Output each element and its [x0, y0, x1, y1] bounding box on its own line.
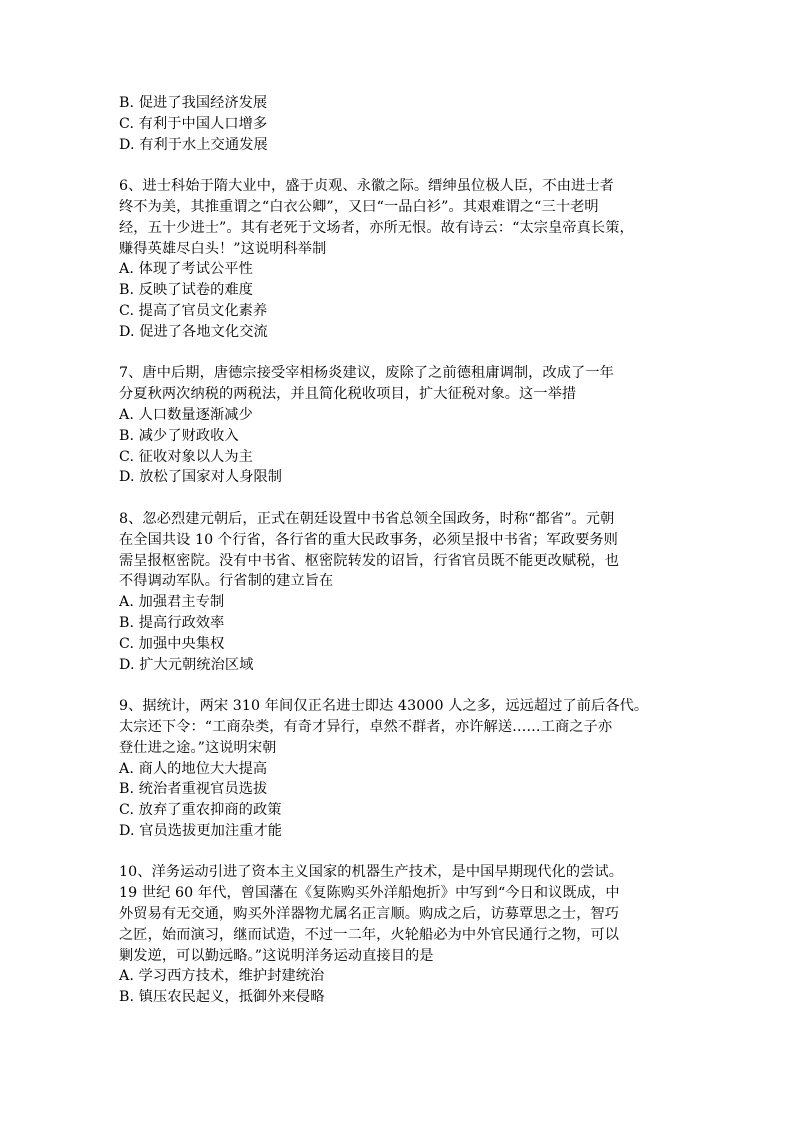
- question-8: [119, 509, 704, 675]
- question-stem-line: 外贸易有无交通，购买外洋器物尤属名正言顺。购成之后，访募覃思之士，智巧: [119, 906, 620, 923]
- option-c: C. 放弃了重农抑商的政策: [119, 802, 282, 819]
- option-b: B. 促进了我国经济发展: [119, 95, 268, 111]
- question-stem-line: 终不为美，其推重谓之“白衣公卿”，又曰“一品白衫”。其艰难谓之“三十老明: [119, 198, 599, 215]
- question-stem-line: 不得调动军队。行省制的建立旨在: [119, 573, 334, 590]
- option-a: A. 商人的地位大大提高: [119, 760, 268, 777]
- question-stem-line: 分夏秋两次纳税的两税法，并且简化税收项目，扩大征税对象。这一举措: [119, 386, 577, 403]
- option-a: A. 人口数量逐渐减少: [119, 406, 253, 423]
- option-b: B. 反映了试卷的难度: [119, 282, 254, 299]
- option-d: D. 放松了国家对人身限制: [119, 469, 283, 486]
- option-a: A. 学习西方技术，维护封建统治: [119, 968, 325, 985]
- option-b: B. 统治者重视官员选拔: [119, 781, 268, 798]
- question-9: [119, 696, 704, 842]
- option-a: A. 体现了考试公平性: [119, 261, 253, 278]
- option-d: D. 扩大元朝统治区域: [119, 656, 254, 673]
- question-stem-line: 剿发逆，可以勤远略。”这说明洋务运动直接目的是: [119, 947, 434, 964]
- question-stem-line: 赚得英雄尽白头！”这说明科举制: [119, 240, 327, 257]
- option-c: C. 征收对象以人为主: [119, 448, 253, 465]
- question-stem-line: 在全国共设 10 个行省，各行省的重大民政事务，必须呈报中书省；军政要务则: [119, 531, 618, 548]
- question-stem-line: 7、唐中后期，唐德宗接受宰相杨炎建议，废除了之前德租庸调制，改成了一年: [119, 365, 614, 382]
- question-5-tail: [119, 93, 704, 155]
- question-7: [119, 363, 704, 488]
- option-d: D. 促进了各地文化交流: [119, 323, 268, 340]
- question-stem-line: 8、忽必烈建元朝后，正式在朝廷设置中书省总领全国政务，时称“都省”。元朝: [119, 510, 615, 527]
- option-c: C. 有利于中国人口增多: [119, 115, 268, 132]
- option-b: B. 减少了财政收入: [119, 427, 239, 444]
- question-stem-line: 19 世纪 60 年代，曾国藩在《复陈购买外洋船炮折》中写到“今日和议既成，中: [119, 885, 620, 902]
- question-stem-line: 经，五十少进士”。其有老死于文场者，亦所无恨。故有诗云：“太宗皇帝真长策，: [119, 219, 634, 236]
- option-d: D. 有利于水上交通发展: [119, 136, 268, 153]
- question-stem-line: 需呈报枢密院。没有中书省、枢密院转发的诏旨，行省官员既不能更改赋税，也: [119, 552, 620, 569]
- question-stem-line: 登仕进之途。”这说明宋朝: [119, 739, 277, 756]
- question-6: [119, 176, 704, 342]
- option-d: D. 官员选拔更加注重才能: [119, 822, 283, 839]
- option-c: C. 加强中央集权: [119, 635, 225, 652]
- question-stem-line: 10、洋务运动引进了资本主义国家的机器生产技术，是中国早期现代化的尝试。: [119, 864, 624, 881]
- question-10: [119, 862, 704, 1008]
- question-stem-line: 6、进士科始于隋大业中，盛于贞观、永徽之际。缙绅虽位极人臣，不由进士者: [119, 178, 614, 195]
- question-stem-line: 9、据统计，两宋 310 年间仅正名进士即达 43000 人之多，远远超过了前后各代。: [119, 698, 649, 715]
- question-stem-line: 之匠，始而演习，继而试造，不过一二年，火轮船必为中外官民通行之物，可以: [119, 926, 620, 943]
- option-b: B. 镇压农民起义，抵御外来侵略: [119, 989, 325, 1006]
- option-c: C. 提高了官员文化素养: [119, 302, 268, 319]
- option-b: B. 提高行政效率: [119, 614, 225, 631]
- option-a: A. 加强君主专制: [119, 594, 225, 611]
- question-stem-line: 太宗还下令：“工商杂类，有奇才异行，卓然不群者，亦许解送……工商之子亦: [119, 718, 613, 735]
